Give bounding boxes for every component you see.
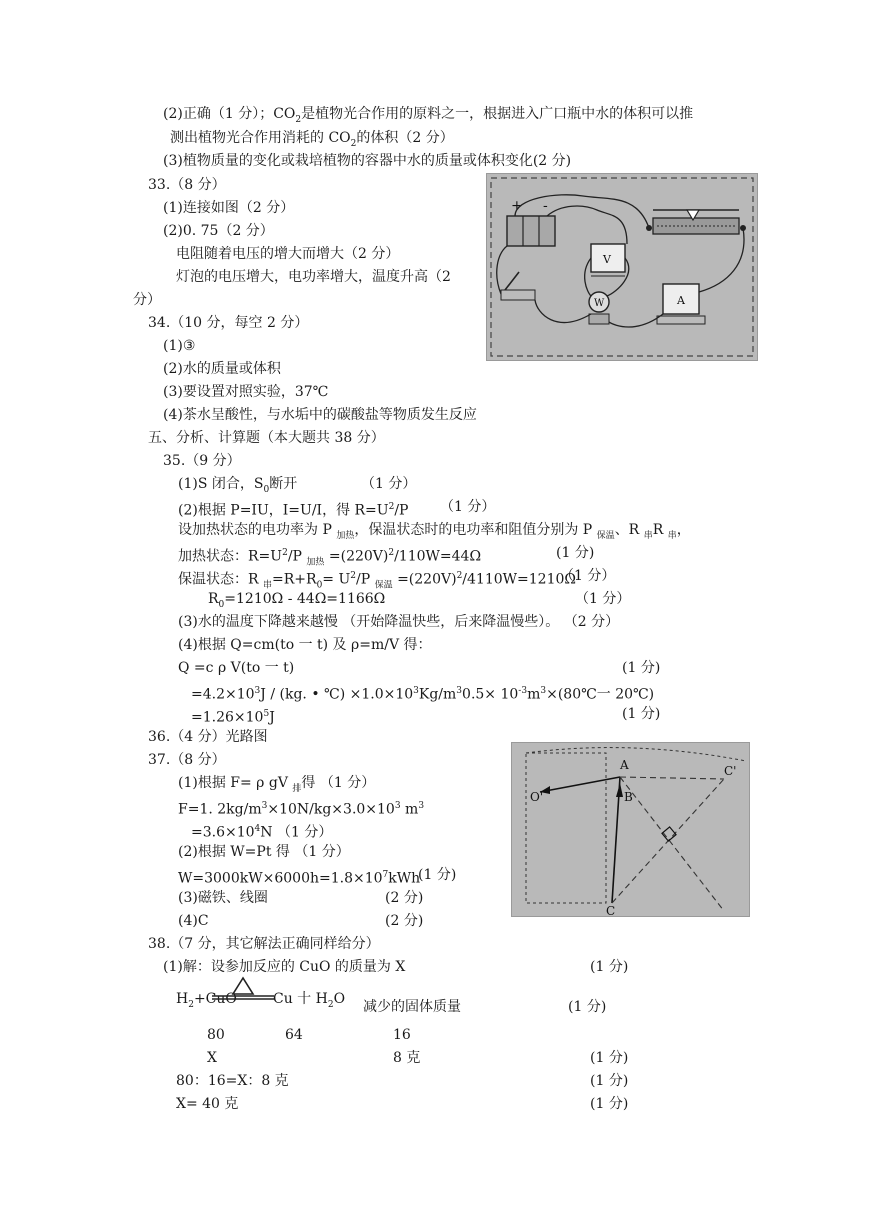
text-line: F=1. $2kg/m^3\times 10N/kg\times 3.0\times 10^3$ $m^3$ [178, 801, 425, 818]
text-line: (4)根据 Q=cm(to 一 t) 及 ρ=m/V 得： [178, 637, 432, 653]
score-mark: （1 分） [440, 499, 496, 515]
text-line: (4)茶水呈酸性，与水垢中的碳酸盐等物质发生反应 [163, 407, 477, 423]
text-line: 设加热状态的电功率为 P $_{加热}$，保温状态时的电功率和阻值分别为 P $_{保温}$、R $_串$R $_串$， [178, 522, 691, 541]
text-line: 加热状态：$R=U^2/P$ $_{加热} =(220V)^2/110W=44\Omega$ [178, 548, 482, 568]
optics-diagram [511, 742, 750, 917]
text-line: (2)水的质量或体积 [163, 361, 281, 377]
voltmeter [591, 244, 625, 276]
text-line: $R_0=1210\Omega - 44\Omega=1166\Omega$ [208, 591, 386, 610]
text-line: Q =c ρ V(to 一 t) [178, 660, 295, 676]
text-line: (3)植物质量的变化或栽培植物的容器中水的质量或体积变化(2 分) [163, 153, 572, 169]
text-line: (3)磁铁、线圈 [178, 890, 268, 906]
score-mark: (1 分) [568, 999, 607, 1015]
svg-text:V: V [603, 253, 611, 266]
circuit-diagram [486, 173, 758, 361]
label-c: C [606, 904, 616, 916]
score-mark: (1 分) [622, 706, 661, 722]
equation-right: Cu 十 $H_2O$ [273, 991, 346, 1010]
score-mark: （1 分） [560, 568, 616, 584]
text-line: $=3.6\times 10^4N$ （1 分） [191, 824, 333, 841]
text-line: (1)根据 F= ρ gV $_排$得 （1 分） [178, 775, 376, 794]
label-o: O' [530, 790, 544, 804]
switch [501, 272, 535, 300]
label-b: B [624, 790, 633, 804]
text-line: 80：16=X：8 克 [176, 1073, 289, 1089]
score-mark: (1 分) [590, 1050, 629, 1066]
label-a: A [620, 758, 629, 772]
text-line: 保温状态：R $_串=R+R_0= U^2/P$ $_{保温} =(220V)^2/4110W=1210\Omega$ [178, 571, 576, 591]
label-c-prime: C' [724, 764, 737, 778]
text-line: (3)水的温度下降越来越慢 （开始降温快些，后来降温慢些）。 （2 分） [178, 614, 620, 630]
text-line: 80 [207, 1027, 225, 1043]
text-line: X= 40 克 [176, 1096, 239, 1112]
text-line: (2)正确（1 分）；$CO_2$是植物光合作用的原料之一，根据进入广口瓶中水的体积可以推 [163, 106, 694, 125]
bulb [589, 292, 609, 324]
text-line: $=4.2\times 10^3J / (kg$. • ℃) $\times 1.0\times 10^3Kg/m^30.5\times$ $10^{-3}m^3\times(80℃$一 20℃) [191, 686, 655, 703]
text-line: (3)要设置对照实验，37℃ [163, 384, 329, 400]
text-line: 电阻随着电压的增大而增大（2 分） [176, 246, 400, 262]
text-line: $=1.26\times 10^5J$ [191, 709, 275, 726]
plus-label: + [511, 198, 523, 214]
text-line: (4)C [178, 913, 209, 929]
text-line: 34.（10 分，每空 2 分） [148, 315, 309, 331]
score-mark: (2 分) [385, 890, 424, 906]
text-line: 测出植物光合作用消耗的 $CO_2$的体积（2 分） [170, 130, 454, 149]
score-mark: （1 分） [361, 476, 417, 492]
text-line: (1)S 闭合，$S_0$断开 [178, 476, 298, 495]
text-line: (2)根据 P=IU，I=U/I，得 $R=U^2/P$ [178, 502, 409, 519]
minus-label: - [543, 198, 548, 214]
text-line: (1)③ [163, 338, 196, 354]
text-line: 38.（7 分，其它解法正确同样给分） [148, 936, 380, 952]
score-mark: (1 分) [590, 1096, 629, 1112]
score-mark: (2 分) [385, 913, 424, 929]
text-line: 64 [285, 1027, 303, 1043]
score-mark: (1 分) [556, 545, 595, 561]
score-mark: (1 分) [622, 660, 661, 676]
text-line: 36.（4 分）光路图 [148, 729, 268, 745]
text-line: (1)连接如图（2 分） [163, 200, 295, 216]
score-mark: （1 分） [575, 591, 631, 607]
text-line: 五、分析、计算题（本大题共 38 分） [148, 430, 385, 446]
rheostat [646, 210, 746, 234]
score-mark: (1 分) [418, 867, 457, 883]
text-line: 33.（8 分） [148, 177, 226, 193]
text-line: 减少的固体质量 [363, 999, 461, 1015]
text-line: X [207, 1050, 217, 1066]
text-line: (2)0. 75（2 分） [163, 223, 274, 239]
heating-triangle-icon [212, 976, 274, 1000]
equation-left: $H_2+CuO$ [176, 991, 237, 1010]
battery [507, 198, 555, 246]
text-line: 16 [393, 1027, 411, 1043]
text-line: $W=3000kW\times 6000h=1.8\times 10^7kWh$ [178, 870, 421, 887]
text-line: 35.（9 分） [163, 453, 241, 469]
text-line: (1)解：设参加反应的 CuO 的质量为 X [163, 959, 406, 975]
text-line: (2)根据 W=Pt 得 （1 分） [178, 844, 350, 860]
svg-text:A: A [677, 294, 685, 307]
text-line: 37.（8 分） [148, 752, 226, 768]
score-mark: (1 分) [590, 959, 629, 975]
text-line: 灯泡的电压增大，电功率增大，温度升高（2 [176, 269, 451, 285]
text-line: 8 克 [393, 1050, 421, 1066]
score-mark: (1 分) [590, 1073, 629, 1089]
svg-text:W: W [594, 298, 605, 309]
ammeter [657, 284, 705, 324]
text-line: 分） [133, 292, 161, 308]
